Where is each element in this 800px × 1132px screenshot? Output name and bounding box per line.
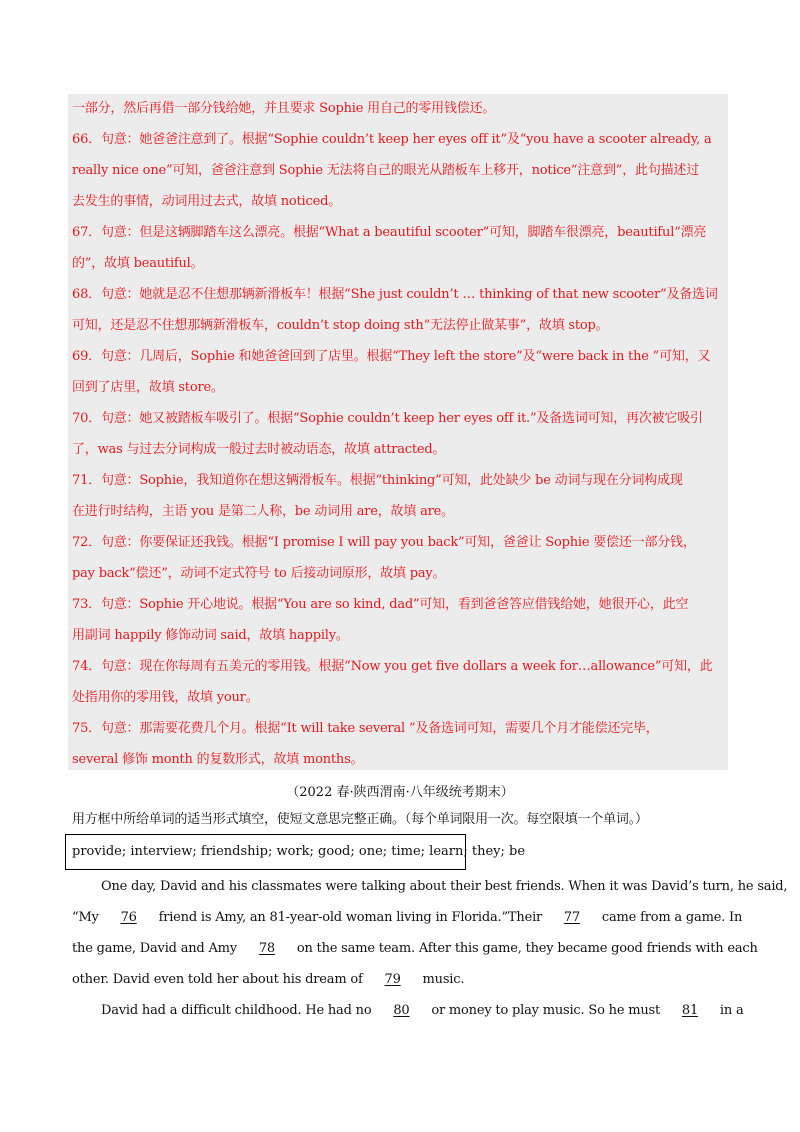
explanation-line: 70．句意：她又被踏板车吸引了。根据“Sophie couldn’t keep her eyes off it.”及备选词可知，再次被它吸引 [72,411,703,426]
explanation-line: 了，was 与过去分词构成一般过去时被动语态，故填 attracted。 [72,442,446,457]
explanation-line: 72．句意：你要保证还我钱。根据“I promise I will pay you back”可知，爸爸让 Sophie 要偿还一部分钱， [72,535,696,550]
explanation-line: 75．句意：那需要花费几个月。根据“It will take several ”及备选词可知，需要几个月才能偿还完毕， [72,721,659,736]
word-bank-box [65,834,526,870]
blank-78[interactable]: 78 [258,941,275,956]
explanation-line: 74．句意：现在你每周有五美元的零用钱。根据“Now you get five dollars a week for…allowance”可知，此 [72,659,713,674]
explanation-line: 在进行时结构，主语 you 是第二人称，be 动词用 are，故填 are。 [72,504,454,519]
explanation-line: 处指用你的零用钱，故填 your。 [72,690,259,705]
passage-line [101,1003,744,1019]
passage-text: David had a difficult childhood. He had no [101,1003,372,1018]
question-source: （2022 春·陕西渭南·八年级统考期末） [286,785,514,800]
blank-76[interactable]: 76 [120,910,137,925]
explanation-line: several 修饰 month 的复数形式，故填 months。 [72,752,364,767]
passage-text: came from a game. In [601,910,743,925]
passage-text: in a [719,1003,744,1018]
passage-text: friend is Amy, an 81-year-old woman living in Florida.”Their [158,910,543,925]
explanation-line: 可知，还是忍不住想那辆新滑板车，couldn’t stop doing sth“无法停止做某事”，故填 stop。 [72,318,609,333]
explanation-line: 回到了店里，故填 store。 [72,380,224,395]
passage-text: music. [422,972,465,987]
explanation-line: 67．句意：但是这辆脚踏车这么漂亮。根据“What a beautiful scooter”可知，脚踏车很漂亮，beautiful“漂亮 [72,225,707,240]
explanation-line: 66．句意：她爸爸注意到了。根据“Sophie couldn’t keep her eyes off it”及“you have a scooter already, a [72,132,712,147]
explanation-line: 去发生的事情，动词用过去式，故填 noticed。 [72,194,342,209]
explanation-line: 68．句意：她就是忍不住想那辆新滑板车！根据“She just couldn’t … thinking of that new scooter”及备选词 [72,287,718,302]
blank-79[interactable]: 79 [384,972,401,987]
blank-81[interactable]: 81 [681,1003,699,1018]
blank-77[interactable]: 77 [563,910,581,925]
explanation-line: 一部分，然后再借一部分钱给她，并且要求 Sophie 用自己的零用钱偿还。 [72,101,496,116]
instruction-text: 用方框中所给单词的适当形式填空，使短文意思完整正确。（每个单词限用一次。每空限填一个单词。） [72,812,648,827]
passage-line: One day, David and his classmates were talking about their best friends. When it was David’s turn, he said, [101,879,788,894]
passage-line [72,972,464,988]
explanation-line: really nice one”可知，爸爸注意到 Sophie 无法将自己的眼光从踏板车上移开，notice“注意到”，此句描述过 [72,163,700,178]
passage-text: “My [72,910,99,925]
word-bank-text: provide; interview; friendship; work; good; one; time; learn; they; be [72,844,526,859]
explanation-line: 69．句意：几周后，Sophie 和她爸爸回到了店里。根据“They left the store”及“were back in the ”可知，又 [72,349,711,364]
passage-text: other. David even told her about his dream of [72,972,363,987]
explanation-line: 71．句意：Sophie，我知道你在想这辆滑板车。根据“thinking”可知，此处缺少 be 动词与现在分词构成现 [72,473,683,488]
passage-text: the game, David and Amy [72,941,237,956]
passage-line [72,910,742,926]
blank-80[interactable]: 80 [393,1003,410,1018]
passage-text: on the same team. After this game, they became good friends with each [296,941,758,956]
explanation-line: pay back“偿还”，动词不定式符号 to 后接动词原形，故填 pay。 [72,566,446,581]
explanation-line: 的”，故填 beautiful。 [72,256,204,271]
passage-line [72,941,758,957]
passage-text: or money to play music. So he must [431,1003,661,1018]
explanation-line: 用副词 happily 修饰动词 said，故填 happily。 [72,628,349,643]
explanation-line: 73．句意：Sophie 开心地说。根据“You are so kind, dad”可知，看到爸爸答应借钱给她，她很开心，此空 [72,597,689,612]
